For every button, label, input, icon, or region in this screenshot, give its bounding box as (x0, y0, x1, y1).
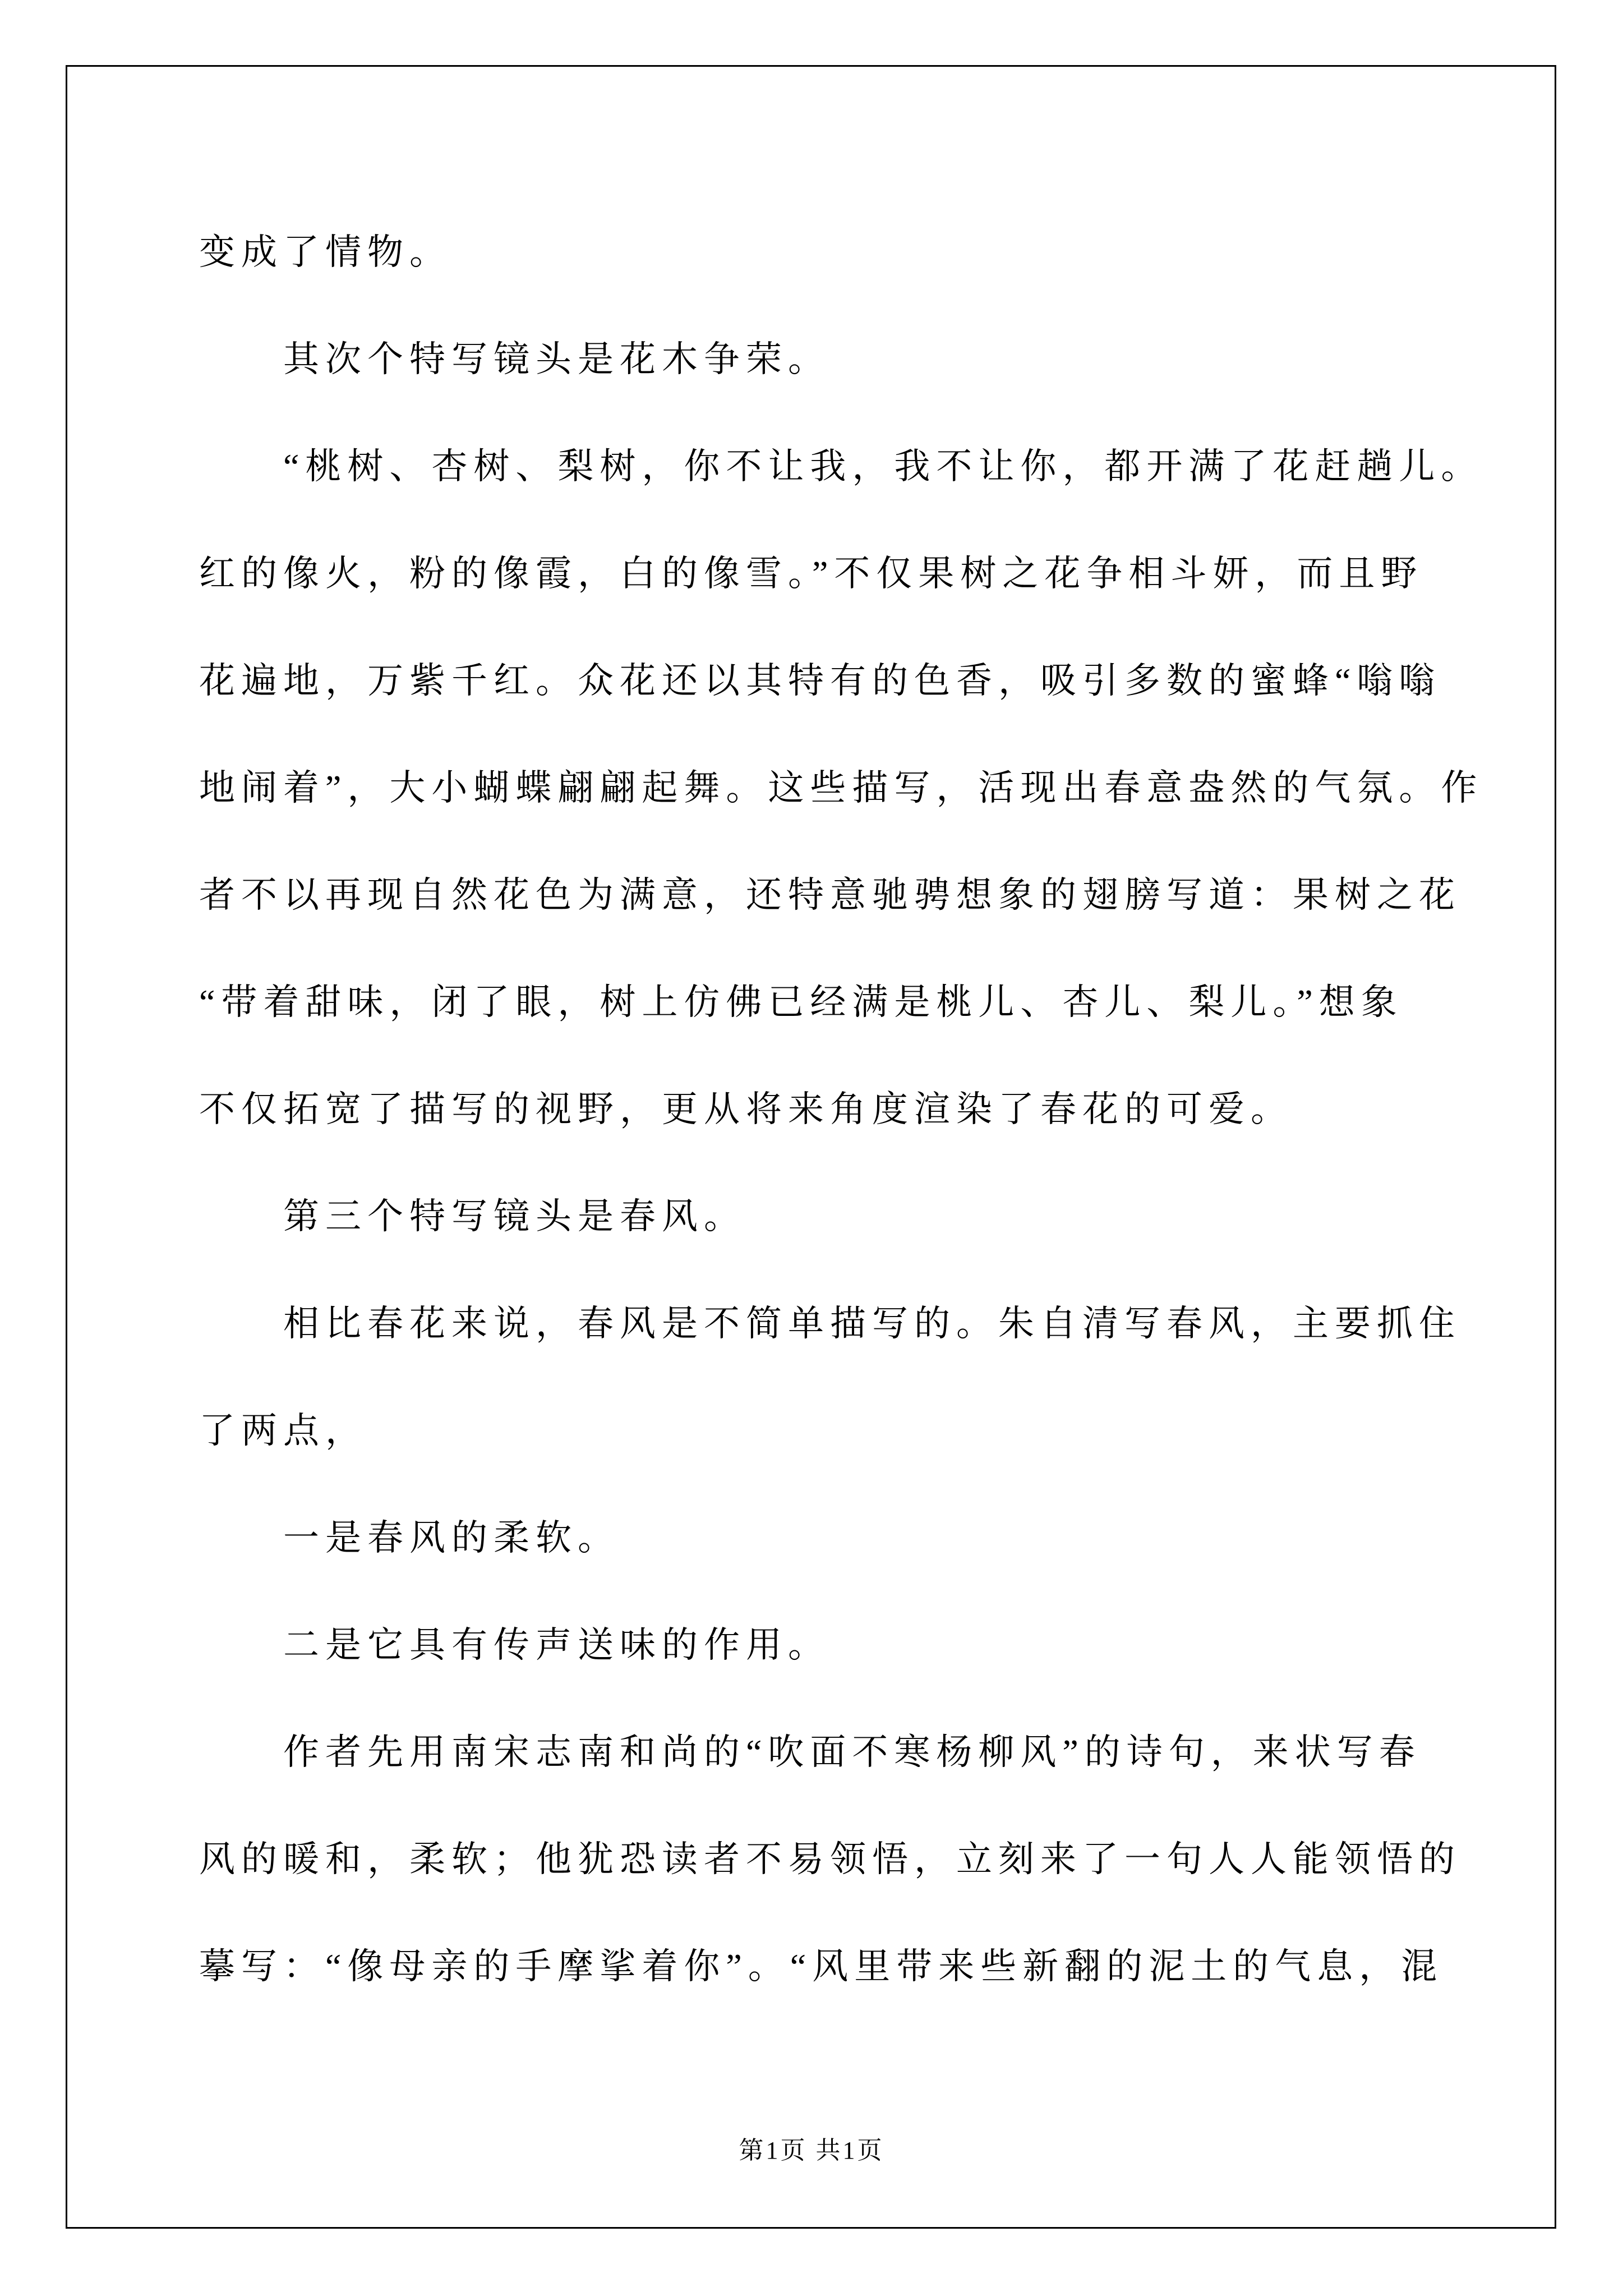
text-line: “桃树、杏树、梨树，你不让我，我不让你，都开满了花赶趟儿。 (283, 447, 1483, 486)
text-line: “带着甜味，闭了眼，树上仿佛已经满是桃儿、杏儿、梨儿。”想象 (199, 982, 1403, 1022)
text-line: 红的像火，粉的像霞，白的像雪。”不仅果树之花争相斗妍，而且野 (199, 554, 1423, 593)
text-line: 变成了情物。 (199, 232, 451, 272)
text-line: 花遍地，万紫千红。众花还以其特有的色香，吸引多数的蜜蜂“嗡嗡 (199, 661, 1441, 701)
text-line: 者不以再现自然花色为满意，还特意驰骋想象的翅膀写道：果树之花 (199, 875, 1461, 915)
text-line: 地闹着”，大小蝴蝶翩翩起舞。这些描写，活现出春意盎然的气氛。作 (199, 768, 1483, 808)
text-line: 不仅拓宽了描写的视野，更从将来角度渲染了春花的可爱。 (199, 1089, 1293, 1129)
text-line: 了两点， (199, 1411, 367, 1451)
text-line: 一是春风的柔软。 (283, 1518, 620, 1558)
text-line: 作者先用南宋志南和尚的“吹面不寒杨柳风”的诗句，来状写春 (283, 1732, 1421, 1772)
text-line: 摹写：“像母亲的手摩挲着你”。“风里带来些新翻的泥土的气息，混 (199, 1947, 1444, 1986)
text-line: 风的暖和，柔软；他犹恐读者不易领悟，立刻来了一句人人能领悟的 (199, 1839, 1461, 1879)
page-number-footer: 第1页 共1页 (739, 2137, 884, 2164)
text-line: 相比春花来说，春风是不简单描写的。朱自清写春风，主要抓住 (283, 1304, 1461, 1343)
text-line: 二是它具有传声送味的作用。 (283, 1625, 830, 1665)
text-line: 其次个特写镜头是花木争荣。 (283, 339, 830, 379)
document-body-text (199, 199, 1495, 2020)
text-line: 第三个特写镜头是春风。 (283, 1197, 746, 1236)
